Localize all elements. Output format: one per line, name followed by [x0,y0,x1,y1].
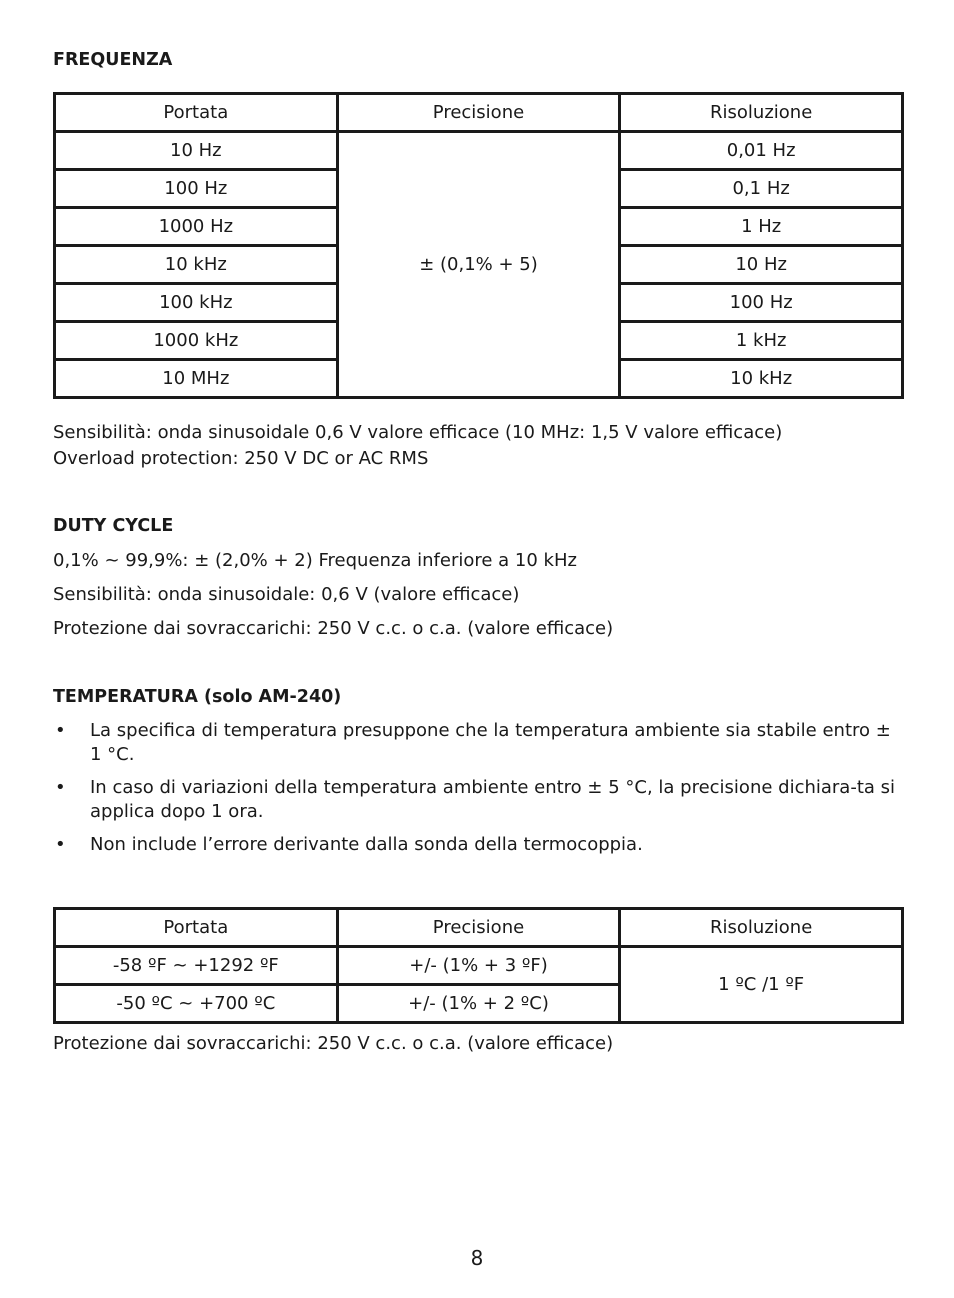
range-cell: 10 MHz [55,360,338,398]
resolution-cell: 100 Hz [620,284,903,322]
temperature-bullet-list [53,719,903,857]
frequency-sensitivity-note: Sensibilità: onda sinusoidale 0,6 V valore efficace (10 MHz: 1,5 V valore efficace) [53,422,783,443]
accuracy-cell: +/- (1% + 3 ºF) [337,947,620,985]
bullet-icon: • [55,720,66,741]
frequency-table [53,92,904,399]
header-resolution: Risoluzione [620,94,903,132]
duty-cycle-range: 0,1% ~ 99,9%: ± (2,0% + 2) Frequenza inferiore a 10 kHz [53,550,577,571]
accuracy-cell: ± (0,1% + 5) [337,132,620,398]
bullet-icon: • [55,777,66,798]
header-range: Portata [55,94,338,132]
bullet-icon: • [55,834,66,855]
table-row [55,132,903,170]
temperature-table [53,907,904,1024]
header-range: Portata [55,909,338,947]
list-item-text: La specifica di temperatura presuppone che la temperatura ambiente sia stabile entro ± 1 °C. [90,720,891,765]
range-cell: -50 ºC ~ +700 ºC [55,985,338,1023]
frequency-heading: FREQUENZA [53,50,173,70]
resolution-cell: 10 kHz [620,360,903,398]
range-cell: 1000 Hz [55,208,338,246]
temperature-overload-note: Protezione dai sovraccarichi: 250 V c.c. o c.a. (valore efficace) [53,1033,614,1054]
table-row [55,947,903,985]
table-header-row [55,94,903,132]
duty-cycle-sensitivity: Sensibilità: onda sinusoidale: 0,6 V (valore efficace) [53,584,520,605]
table-header-row [55,909,903,947]
resolution-cell: 10 Hz [620,246,903,284]
page-number: 8 [470,1246,484,1270]
range-cell: 1000 kHz [55,322,338,360]
header-accuracy: Precisione [337,94,620,132]
list-item-text: Non include l’errore derivante dalla sonda della termocoppia. [90,834,643,855]
resolution-cell: 1 Hz [620,208,903,246]
duty-cycle-overload: Protezione dai sovraccarichi: 250 V c.c. o c.a. (valore efficace) [53,618,614,639]
list-item [53,833,903,857]
list-item-text: In caso di variazioni della temperatura ambiente entro ± 5 °C, la precisione dichiara-ta si applica dopo 1 ora. [90,777,896,822]
accuracy-cell: +/- (1% + 2 ºC) [337,985,620,1023]
header-resolution: Risoluzione [620,909,903,947]
resolution-cell: 1 kHz [620,322,903,360]
range-cell: 10 Hz [55,132,338,170]
frequency-overload-note: Overload protection: 250 V DC or AC RMS [53,448,429,469]
resolution-cell: 0,01 Hz [620,132,903,170]
temperature-heading: TEMPERATURA (solo AM-240) [53,687,342,707]
list-item [53,776,903,824]
resolution-cell: 1 ºC /1 ºF [620,947,903,1023]
range-cell: 100 Hz [55,170,338,208]
range-cell: 10 kHz [55,246,338,284]
list-item [53,719,903,767]
range-cell: 100 kHz [55,284,338,322]
range-cell: -58 ºF ~ +1292 ºF [55,947,338,985]
duty-cycle-heading: DUTY CYCLE [53,516,174,536]
resolution-cell: 0,1 Hz [620,170,903,208]
header-accuracy: Precisione [337,909,620,947]
